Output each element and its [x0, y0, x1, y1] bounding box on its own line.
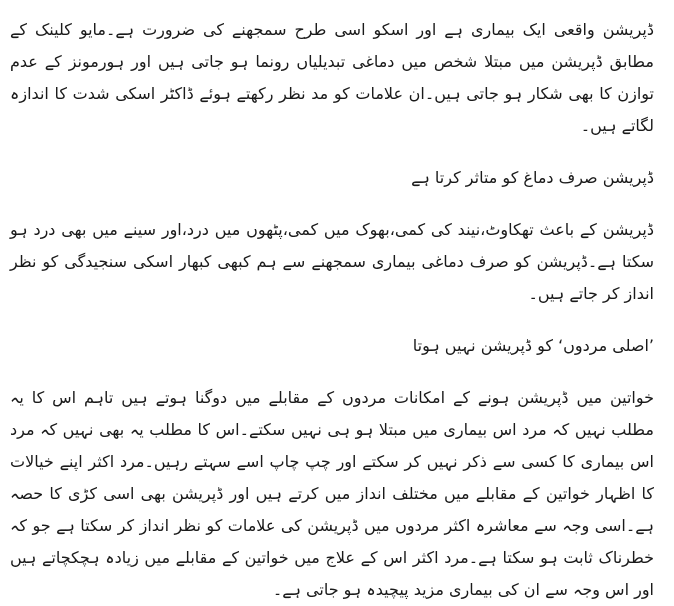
heading-only-brain: ڈپریشن صرف دماغ کو متاثر کرتا ہے [411, 168, 654, 187]
paragraph-men-and-depression: خواتین میں ڈپریشن ہونے کے امکانات مردوں کے مقابلے میں دوگنا ہوتے ہیں تاہم اس کا یہ مطلب نہیں کہ مرد اس بیماری میں مبتلا ہو ہی نہیں سکتے۔اس کا مطلب یہ بھی نہیں کہ مرد اس بیماری کا کسی سے ذکر نہیں کر سکتے اور چپ چاپ اسے سہتے رہیں۔مرد اکثر اپنے خیالات کا اظہار خواتین کے مقابلے میں مختلف انداز میں کرتے ہیں اور ڈپریشن بھی اسی کڑی کا حصہ ہے۔اسی وجہ سے معاشرہ اکثر مردوں میں ڈپریشن کی علامات کو نظر انداز کر سکتا ہے جو کہ خطرناک ثابت ہو سکتا ہے۔مرد اکثر اس کے علاج میں خواتین کے مقابلے میں زیادہ ہچکچاتے ہیں اور اس وجہ سے ان کی بیماری مزید پیچیدہ ہو جاتی ہے۔ [10, 388, 654, 599]
paragraph-physical-symptoms: ڈپریشن کے باعث تھکاوٹ،نیند کی کمی،بھوک میں کمی،پٹھوں میں درد،اور سینے میں بھی درد ہو سکتا ہے۔ڈپریشن کو صرف دماغی بیماری سمجھنے سے ہم کبھی کبھار اسکی سنجیدگی کو نظر انداز کر جاتے ہیں۔ [10, 220, 654, 303]
paragraph-depression-is-illness: ڈپریشن واقعی ایک بیماری ہے اور اسکو اسی طرح سمجھنے کی ضرورت ہے۔مایو کلینک کے مطابق ڈپریشن میں مبتلا شخص میں دماغی تبدیلیاں رونما ہو جاتی ہیں اور ہورمونز کے عدم توازن کا بھی شکار ہو جاتی ہیں۔ان علامات کو مد نظر رکھتے ہوئے ڈاکٹر اسکی شدت کا اندازہ لگاتے ہیں۔ [10, 20, 654, 135]
heading-real-men: ’اصلی مردوں‘ کو ڈپریشن نہیں ہوتا [412, 336, 654, 355]
